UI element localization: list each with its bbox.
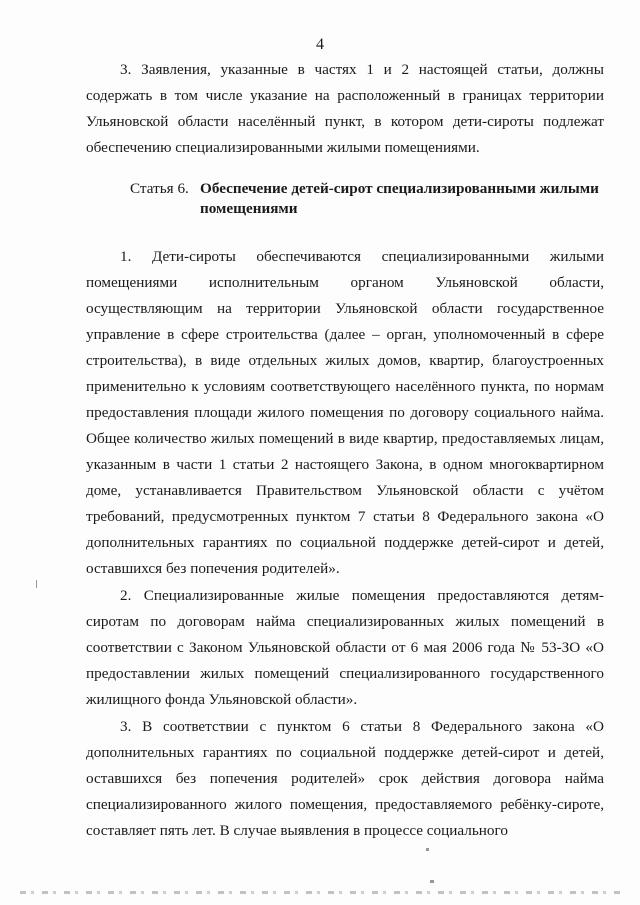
paragraph-text: 3. Заявления, указанные в частях 1 и 2 настоящей статьи, должны содержать в том числе указание на расположенный в границах территории Ульяновской области населённый пункт, в котором дети-сироты подлежат обеспечению специализированными жилыми помещениями.	[86, 61, 604, 156]
article-title: Обеспечение детей-сирот специализированными жилыми помещениями	[200, 180, 599, 217]
paragraph-article6-part3	[86, 714, 604, 844]
paragraph-article6-part2	[86, 583, 604, 713]
scan-speck	[430, 880, 434, 883]
scan-speck	[426, 848, 429, 851]
article-number: Статья 6.	[130, 180, 189, 197]
paragraph-text: 3. В соответствии с пунктом 6 статьи 8 Федерального закона «О дополнительных гарантиях по социальной поддержке детей-сирот и детей, оставшихся без попечения родителей» срок действия договора найма специализированного жилого помещения, предоставляемого ребёнку-сироте, составляет пять лет. В случае выявления в процессе социального	[86, 718, 604, 839]
paragraph-article6-part1	[86, 244, 604, 582]
paragraph-article5-part3	[86, 57, 604, 161]
page-number: 4	[316, 36, 324, 53]
scan-speck	[36, 580, 37, 588]
scan-edge-noise	[20, 891, 620, 894]
paragraph-text: 2. Специализированные жилые помещения предоставляются детям-сиротам по договорам найма специализированных жилых помещений в соответствии с Законом Ульяновской области от 6 мая 2006 года № 53-ЗО «О предоставлении жилых помещений специализированного государственного жилищного фонда Ульяновской области».	[86, 587, 604, 708]
paragraph-text: 1. Дети-сироты обеспечиваются специализированными жилыми помещениями исполнительным органом Ульяновской области, осуществляющим на территории Ульяновской области государственное управление в сфере строительства (далее – орган, уполномоченный в сфере строительства), в виде отдельных жилых домов, квартир, благоустроенных применительно к условиям соответствующего населённого пункта, по нормам предоставления площади жилого помещения по договору социального найма. Общее количество жилых помещений в виде квартир, предоставляемых лицам, указанным в части 1 статьи 2 настоящего Закона, в одном многоквартирном доме, устанавливается Правительством Ульяновской области с учётом требований, предусмотренных пунктом 7 статьи 8 Федерального закона «О дополнительных гарантиях по социальной поддержке детей-сирот и детей, оставшихся без попечения родителей».	[86, 248, 604, 577]
